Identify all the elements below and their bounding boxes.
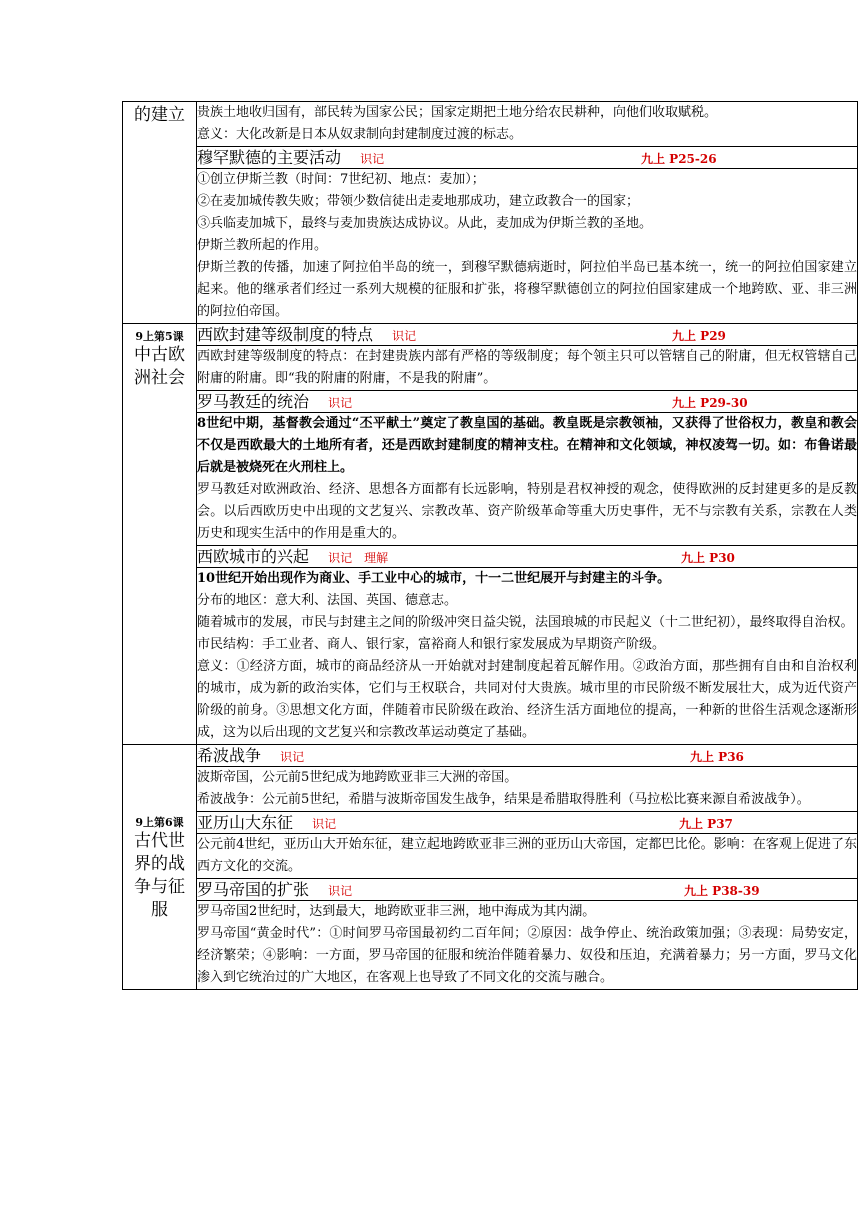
body-line: 分布的地区：意大利、法国、英国、德意志。 — [197, 593, 458, 608]
topic-body — [197, 102, 858, 147]
topic-header — [197, 812, 858, 834]
lesson-name: 的建立 — [134, 105, 185, 125]
topic-title: 西欧城市的兴起 — [197, 547, 310, 566]
table-row — [123, 546, 858, 568]
table-row — [123, 324, 858, 346]
topic-header — [197, 879, 858, 901]
table-row — [123, 413, 858, 546]
lesson-name: 古代世 — [134, 831, 185, 851]
page-ref: 九上 P29 — [672, 329, 726, 343]
topic-body — [197, 834, 858, 879]
topic-body — [197, 346, 858, 391]
page-ref: 九上 P30 — [681, 551, 735, 565]
body-line: ③兵临麦加城下，最终与麦加贵族达成协议。从此，麦加成为伊斯兰教的圣地。 — [197, 216, 653, 231]
body-line: 意义：大化改新是日本从奴隶制向封建制度过渡的标志。 — [197, 127, 523, 142]
table-row — [123, 879, 858, 901]
table-row — [123, 346, 858, 391]
body-line: 伊斯兰教所起的作用。 — [197, 238, 328, 253]
lesson-cell — [123, 745, 197, 990]
page-ref: 九上 P38-39 — [684, 884, 760, 898]
body-line: 伊斯兰教的传播，加速了阿拉伯半岛的统一，到穆罕默德病逝时，阿拉伯半岛已基本统一，统一的阿拉伯国家建立起来。他的继承者们经过一系列大规模的征服和扩张，将穆罕默德创立的阿拉伯国家建成一个地跨欧、亚、非三洲的阿拉伯帝国。 — [197, 260, 857, 319]
body-line: 西欧封建等级制度的特点：在封建贵族内部有严格的等级制度；每个领主只可以管辖自己的附庸，但无权管辖自己附庸的附庸。即“我的附庸的附庸，不是我的附庸”。 — [197, 349, 857, 386]
topic-header — [197, 324, 858, 346]
body-line: ①创立伊斯兰教（时间：7世纪初、地点：麦加）； — [197, 172, 485, 187]
topic-tag: 识记 — [392, 329, 417, 343]
page-ref: 九上 P25-26 — [641, 152, 717, 166]
topic-body — [197, 568, 858, 745]
topic-body — [197, 901, 858, 990]
topic-header — [197, 745, 858, 767]
topic-tag: 识记 — [360, 152, 385, 166]
notes-table — [122, 101, 858, 990]
body-line: 随着城市的发展，市民与封建主之间的阶级冲突日益尖锐，法国琅城的市民起义（十二世纪初），最终取得自治权。 — [197, 615, 854, 630]
table-row — [123, 391, 858, 413]
lesson-name: 争与征 — [134, 877, 185, 897]
table-row — [123, 568, 858, 745]
topic-title: 亚历山大东征 — [197, 813, 294, 832]
table-row — [123, 812, 858, 834]
topic-body — [197, 413, 858, 546]
lesson-name: 服 — [151, 900, 168, 920]
table-row — [123, 767, 858, 812]
body-line: 公元前4世纪，亚历山大开始东征，建立起地跨欧亚非三洲的亚历山大帝国，定都巴比伦。影响：在客观上促进了东西方文化的交流。 — [197, 837, 857, 874]
topic-title: 穆罕默德的主要活动 — [197, 148, 342, 167]
body-line: 希波战争：公元前5世纪，希腊与波斯帝国发生战争，结果是希腊取得胜利（马拉松比赛来源自希波战争）。 — [197, 792, 810, 807]
lesson-name: 中古欧 — [134, 345, 185, 365]
topic-tag: 识记 — [328, 884, 353, 898]
topic-tag: 识记 — [280, 750, 305, 764]
page-ref: 九上 P37 — [679, 817, 733, 831]
lesson-name: 界的战 — [134, 854, 185, 874]
topic-title: 罗马教廷的统治 — [197, 392, 310, 411]
body-line: 市民结构：手工业者、商人、银行家，富裕商人和银行家发展成为早期资产阶级。 — [197, 637, 666, 652]
body-line: ②在麦加城传教失败；带领少数信徒出走麦地那成功，建立政教合一的国家； — [197, 194, 640, 209]
topic-tag: 识记 — [328, 396, 353, 410]
table-row — [123, 169, 858, 324]
body-line: 罗马帝国2世纪时，达到最大，地跨欧亚非三洲，地中海成为其内湖。 — [197, 904, 596, 919]
topic-header — [197, 147, 858, 169]
topic-header — [197, 546, 858, 568]
topic-header — [197, 391, 858, 413]
topic-body — [197, 767, 858, 812]
table-row — [123, 834, 858, 879]
topic-title: 希波战争 — [197, 746, 262, 765]
body-line: 贵族土地收归国有，部民转为国家公民；国家定期把土地分给农民耕种，向他们收取赋税。 — [197, 105, 718, 120]
body-line: 8世纪中期，基督教会通过“丕平献土”奠定了教皇国的基础。教皇既是宗教领袖，又获得了世俗权力，教皇和教会不仅是西欧最大的土地所有者，还是西欧封建制度的精神支柱。在精神和文化领域，神权凌驾一切。如：布鲁诺最后就是被烧死在火刑柱上。 — [197, 416, 857, 475]
lesson-number: 9上第6课 — [135, 816, 184, 829]
topic-body — [197, 169, 858, 324]
table-row — [123, 901, 858, 990]
body-line: 罗马帝国“黄金时代”：①时间罗马帝国最初约二百年间；②原因：战争停止、统治政策加强；③表现：局势安定，经济繁荣；④影响：一方面，罗马帝国的征服和统治伴随着暴力、奴役和压迫，充满着暴力；另一方面，罗马文化渗入到它统治过的广大地区，在客观上也导致了不同文化的交流与融合。 — [197, 926, 857, 985]
topic-title: 罗马帝国的扩张 — [197, 880, 310, 899]
page-ref: 九上 P29-30 — [672, 396, 748, 410]
topic-tag: 识记 理解 — [328, 551, 389, 565]
body-line: 意义：①经济方面，城市的商品经济从一开始就对封建制度起着瓦解作用。②政治方面，那些拥有自由和自治权利的城市，成为新的政治实体，它们与王权联合，共同对付大贵族。城市里的市民阶级不断发展壮大，成为近代资产阶级的前身。③思想文化方面，伴随着市民阶级在政治、经济生活方面地位的提高，一种新的世俗生活观念逐渐形成，这为以后出现的文艺复兴和宗教改革运动奠定了基础。 — [197, 659, 857, 740]
body-line: 罗马教廷对欧洲政治、经济、思想各方面都有长远影响，特别是君权神授的观念，使得欧洲的反封建更多的是反教会。以后西欧历史中出现的文艺复兴、宗教改革、资产阶级革命等重大历史事件，无不与宗教有关系，宗教在人类历史和现实生活中的作用是重大的。 — [197, 482, 857, 541]
table-row — [123, 102, 858, 147]
table-row — [123, 147, 858, 169]
lesson-number: 9上第5课 — [135, 330, 184, 343]
lesson-cell — [123, 102, 197, 324]
table-row — [123, 745, 858, 767]
body-line: 10世纪开始出现作为商业、手工业中心的城市，十一二世纪展开与封建主的斗争。 — [197, 571, 671, 586]
lesson-name: 洲社会 — [134, 368, 185, 388]
topic-tag: 识记 — [312, 817, 337, 831]
body-line: 波斯帝国，公元前5世纪成为地跨欧亚非三大洲的帝国。 — [197, 770, 518, 785]
page-ref: 九上 P36 — [690, 750, 744, 764]
lesson-cell — [123, 324, 197, 745]
topic-title: 西欧封建等级制度的特点 — [197, 325, 374, 344]
